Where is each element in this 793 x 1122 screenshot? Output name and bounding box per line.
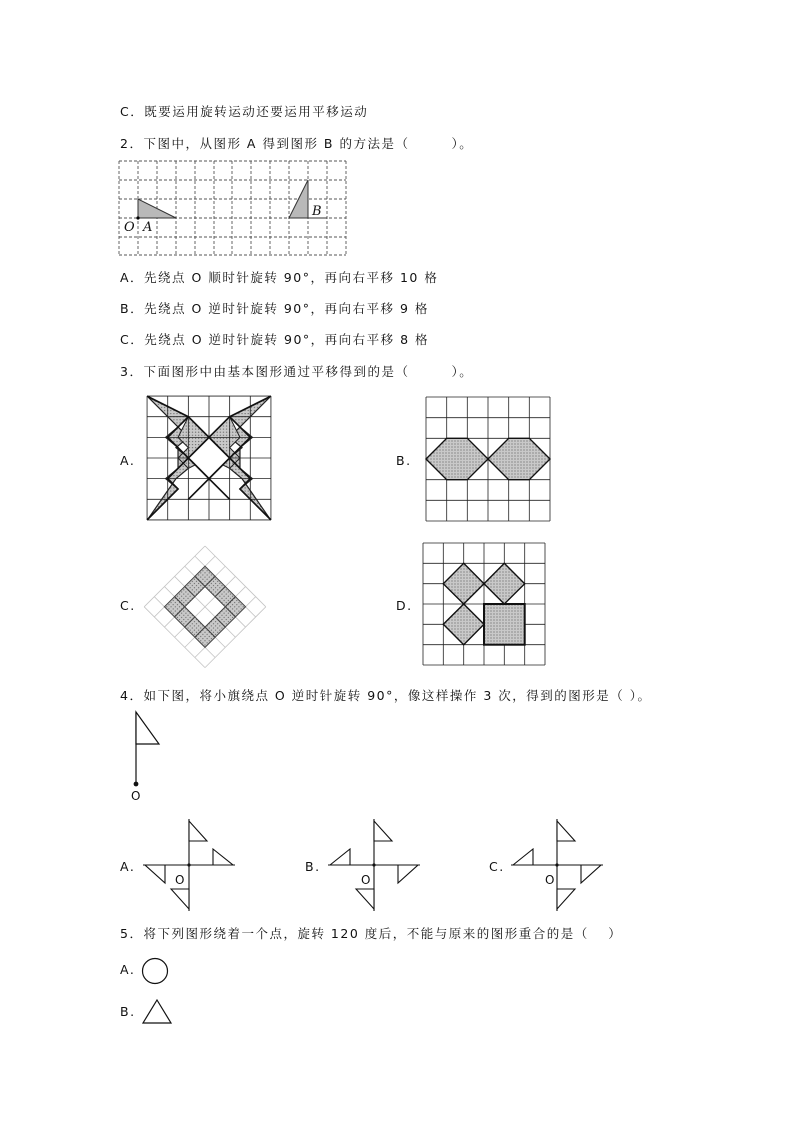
q3-stem: 3．下面图形中由基本图形通过平移得到的是（ ）。: [120, 364, 474, 379]
q3-figure-a: [145, 394, 273, 522]
q4-label-b: B.: [305, 859, 321, 874]
q4-option-a-figure: [141, 817, 237, 915]
point-o: [136, 216, 139, 219]
q2-option-c: C．先绕点 O 逆时针旋转 90°，再向右平移 8 格: [120, 332, 430, 347]
hexagon-right: [488, 438, 550, 479]
hexagon-left: [426, 438, 488, 479]
q4-option-c-label-o: O: [545, 873, 555, 887]
q3-label-a: A.: [120, 453, 136, 468]
q5-label-a: A.: [120, 962, 136, 977]
circle-shape: [140, 956, 170, 986]
q3-figure-b: [424, 395, 552, 523]
q4-label-a: A.: [120, 859, 136, 874]
triangle-shape: [140, 997, 174, 1027]
q2-stem: 2．下图中，从图形 A 得到图形 B 的方法是（ ）。: [120, 136, 474, 151]
q3-label-d: D.: [396, 598, 413, 613]
q2-label-o: O: [124, 220, 135, 235]
q1-option-c: C．既要运用旋转运动还要运用平移运动: [120, 104, 369, 119]
q4-stem: 4．如下图，将小旗绕点 O 逆时针旋转 90°，像这样操作 3 次，得到的图形是（ ）。: [120, 688, 652, 703]
q3-figure-c: [142, 544, 268, 670]
q3-label-b: B.: [396, 453, 412, 468]
q4-option-b-figure: [326, 817, 422, 915]
q3-label-c: C.: [120, 598, 136, 613]
q2-option-b: B．先绕点 O 逆时针旋转 90°，再向右平移 9 格: [120, 301, 429, 316]
q4-label-o: O: [131, 789, 141, 803]
q2-label-b: B: [312, 204, 322, 219]
q5-stem: 5．将下列图形绕着一个点，旋转 120 度后，不能与原来的图形重合的是（ ）: [120, 926, 623, 941]
q4-option-a-label-o: O: [175, 873, 185, 887]
q4-option-c-figure: [509, 817, 605, 915]
q4-flag-figure: [128, 708, 168, 788]
q2-label-a: A: [143, 220, 153, 235]
q4-label-c: C.: [489, 859, 505, 874]
q4-option-b-label-o: O: [361, 873, 371, 887]
q3-figure-d: [421, 541, 548, 668]
q5-label-b: B.: [120, 1004, 136, 1019]
q2-option-a: A．先绕点 O 顺时针旋转 90°，再向右平移 10 格: [120, 270, 439, 285]
